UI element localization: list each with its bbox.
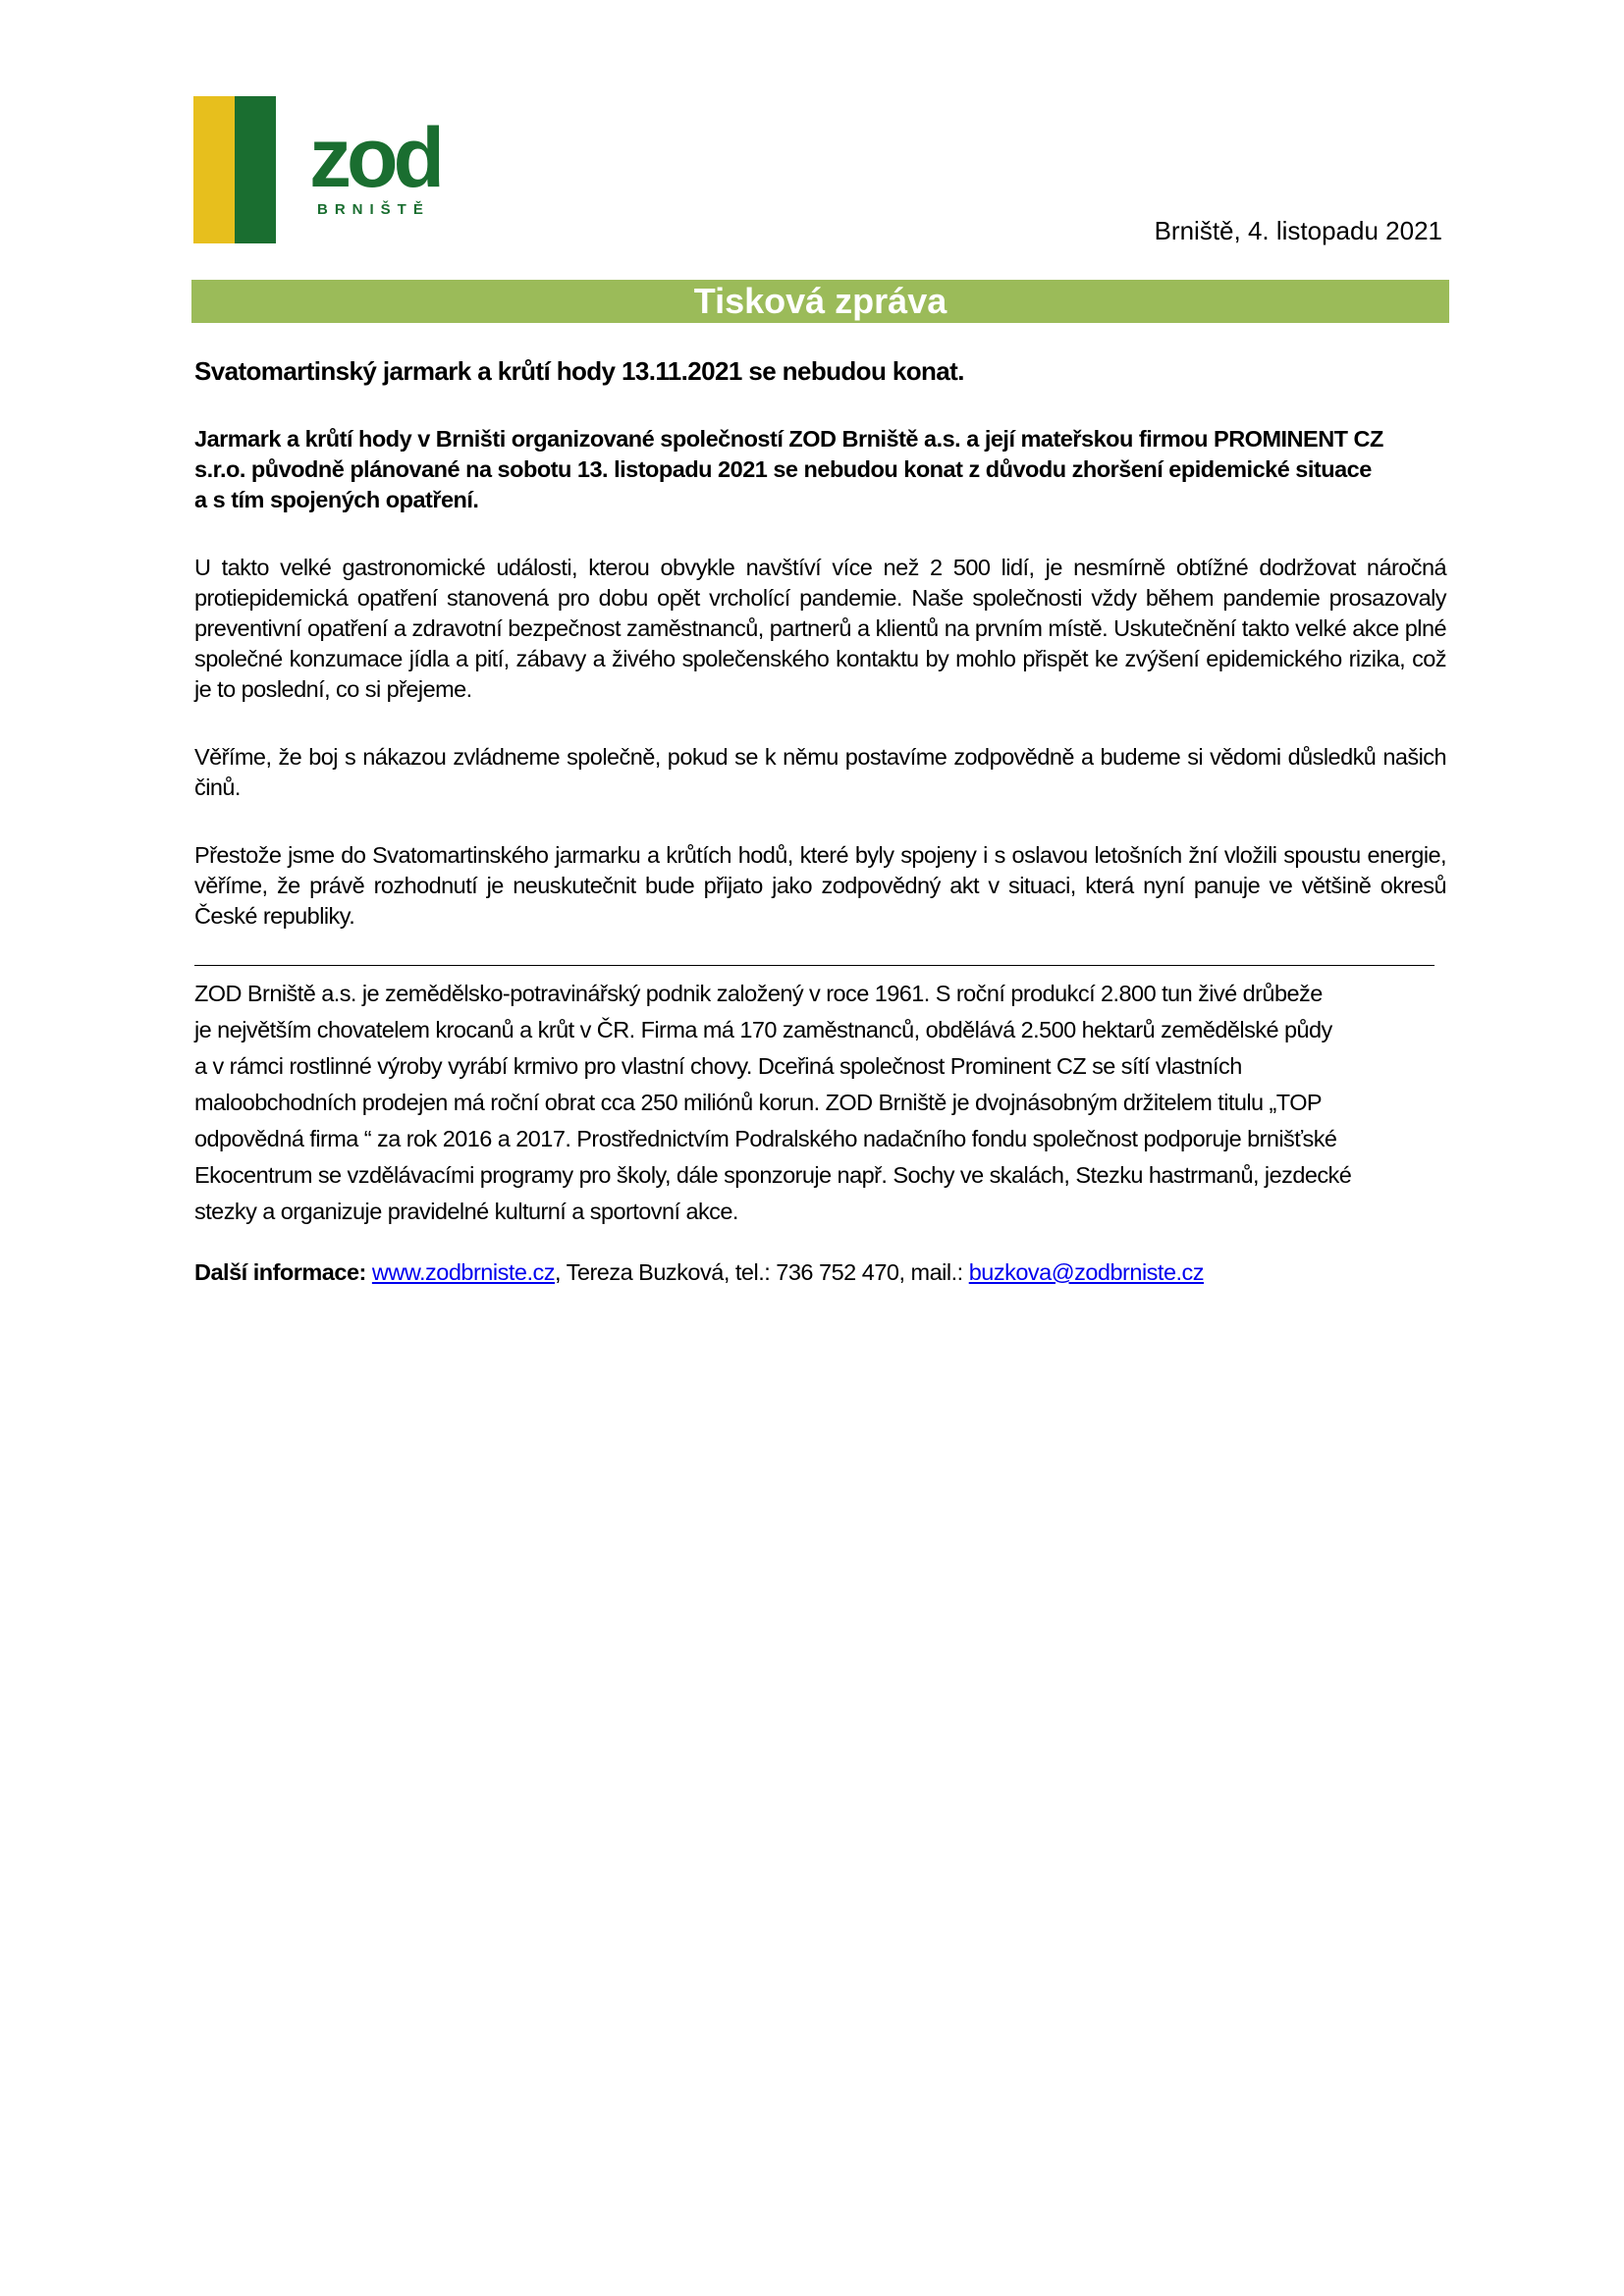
about-line: a v rámci rostlinné výroby vyrábí krmivo pro vlastní chovy. Dceřiná společnost Prominent CZ se sítí vlastních — [194, 1053, 1242, 1079]
about-line: odpovědná firma “ za rok 2016 a 2017. Prostřednictvím Podralského nadačního fondu společnost podporuje brnišťské — [194, 1126, 1337, 1151]
paragraph-together: Věříme, že boj s nákazou zvládneme společně, pokud se k němu postavíme zodpovědně a budeme si vědomi důsledků našich činů. — [194, 744, 1446, 800]
document-body — [194, 355, 1446, 1288]
contact-details: , Tereza Buzková, tel.: 736 752 470, mail.: — [554, 1259, 969, 1285]
company-logo — [193, 96, 449, 243]
logo-wordmark: zod — [309, 111, 441, 205]
paragraph-decision: Přestože jsme do Svatomartinského jarmarku a krůtích hodů, které byly spojeny i s oslavou letošních žní vložili spoustu energie, věříme, že právě rozhodnutí je neuskutečnit bude přijato jako zodpovědný akt v situaci, která nyní panuje ve většině okresů České republiky. — [194, 842, 1446, 929]
about-company — [194, 976, 1446, 1230]
logo-green-bar — [235, 96, 276, 243]
paragraph-event-size: U takto velké gastronomické události, kterou obvykle navštíví více než 2 500 lidí, je nesmírně obtížné dodržovat náročná protiepidemická opatření stanovená pro dobu opět vrcholící pandemie. Naše společnosti vždy během pandemie prosazovaly preventivní opatření a zdravotní bezpečnost zaměstnanců, partnerů a klientů na prvním místě. Uskutečnění takto velké akce plné společné konzumace jídla a pití, zábavy a živého společenského kontaktu by mohlo přispět ke zvýšení epidemického rizika, což je to poslední, co si přejeme. — [194, 555, 1446, 702]
about-line: stezky a organizuje pravidelné kulturní a sportovní akce. — [194, 1199, 738, 1224]
lead-line: a s tím spojených opatření. — [194, 487, 479, 512]
lead-paragraph — [194, 424, 1446, 515]
logo-yellow-bar — [193, 96, 235, 243]
about-line: maloobchodních prodejen má roční obrat cca 250 miliónů korun. ZOD Brniště je dvojnásobným držitelem titulu „TOP — [194, 1090, 1323, 1115]
contact-info — [194, 1257, 1446, 1288]
contact-label: Další informace: — [194, 1259, 366, 1285]
lead-line: s.r.o. původně plánované na sobotu 13. listopadu 2021 se nebudou konat z důvodu zhoršení epidemické situace — [194, 456, 1372, 482]
lead-line: Jarmark a krůtí hody v Brništi organizované společností ZOD Brniště a.s. a její mateřskou firmou PROMINENT CZ — [194, 426, 1383, 452]
press-release-banner: Tisková zpráva — [191, 280, 1449, 323]
logo-subtitle: BRNIŠTĚ — [317, 201, 430, 218]
about-line: Ekocentrum se vzdělávacími programy pro školy, dále sponzoruje např. Sochy ve skalách, Stezku hastrmanů, jezdecké — [194, 1162, 1352, 1188]
headline: Svatomartinský jarmark a krůtí hody 13.11.2021 se nebudou konat. — [194, 356, 964, 386]
website-link[interactable]: www.zodbrniste.cz — [371, 1259, 555, 1285]
document-date: Brniště, 4. listopadu 2021 — [1154, 216, 1442, 245]
email-link[interactable]: buzkova@zodbrniste.cz — [968, 1259, 1205, 1285]
about-line: je největším chovatelem krocanů a krůt v ČR. Firma má 170 zaměstnanců, obdělává 2.500 hektarů zemědělské půdy — [194, 1017, 1332, 1042]
section-divider — [194, 965, 1435, 966]
about-line: ZOD Brniště a.s. je zemědělsko-potravinářský podnik založený v roce 1961. S roční produkcí 2.800 tun živé drůbeže — [194, 981, 1323, 1006]
